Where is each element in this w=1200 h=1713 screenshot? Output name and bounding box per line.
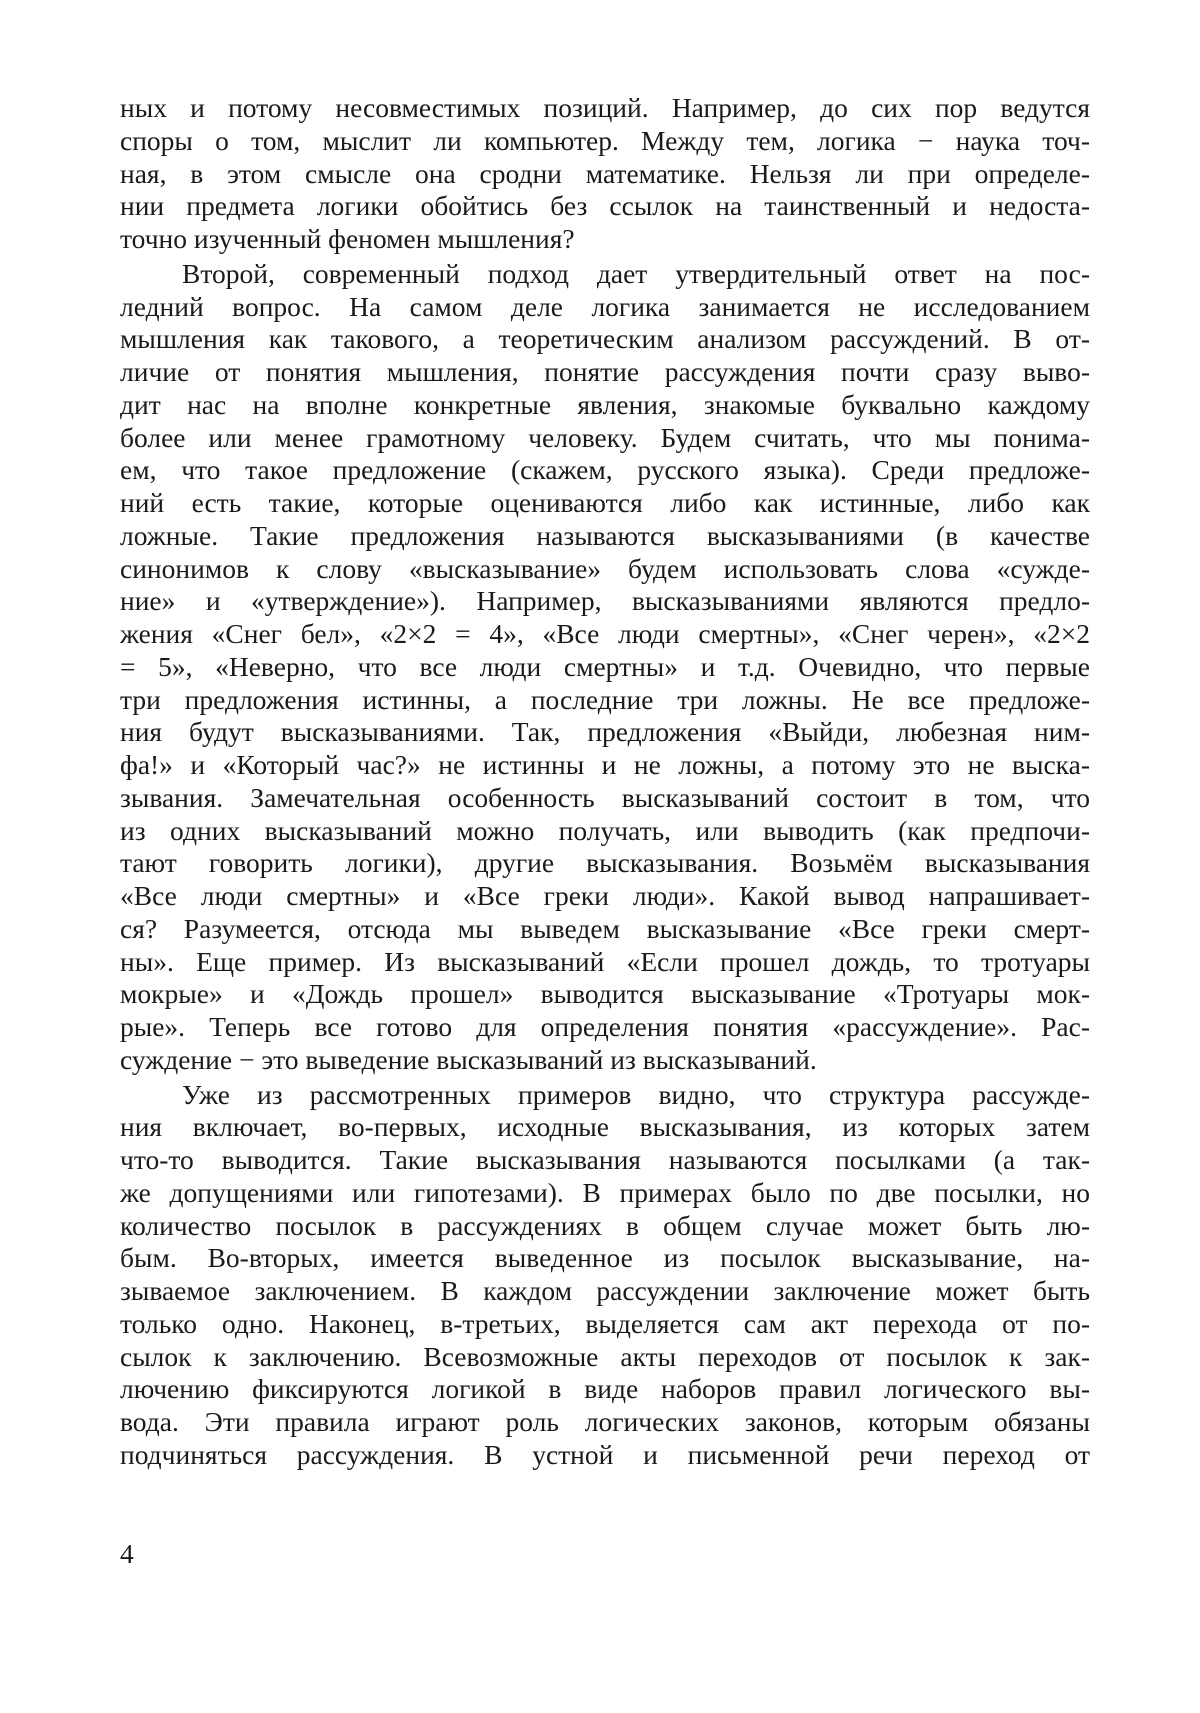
- text-line: только одно. Наконец, в-третьих, выделяется сам акт перехода от по-: [120, 1307, 1090, 1339]
- text-line: ная, в этом смысле она сродни математике. Нельзя ли при определе-: [120, 157, 1090, 189]
- text-line: суждение − это выведение высказываний из высказываний.: [120, 1043, 817, 1075]
- text-line: «Все люди смертны» и «Все греки люди». Какой вывод напрашивает-: [120, 880, 1090, 911]
- text-line: что-то выводится. Такие высказывания называются посылками (а так-: [120, 1144, 1090, 1175]
- text-line: ся? Разумеется, отсюда мы выведем высказывание «Все греки смерт-: [120, 912, 1090, 944]
- text-line: Второй, современный подход дает утвердительный ответ на пос-: [182, 257, 1090, 289]
- text-line: синонимов к слову «высказывание» будем использовать слова «сужде-: [120, 552, 1090, 584]
- text-line: из одних высказываний можно получать, или выводить (как предпочи-: [120, 814, 1090, 846]
- text-line: нии предмета логики обойтись без ссылок на таинственный и недоста-: [120, 190, 1090, 222]
- text-line: подчиняться рассуждения. В устной и письменной речи переход от: [120, 1438, 1090, 1470]
- text-line: личие от понятия мышления, понятие рассуждения почти сразу выво-: [120, 356, 1090, 387]
- text-line: ных и потому несовместимых позиций. Например, до сих пор ведутся: [120, 92, 1090, 123]
- text-line: сылок к заключению. Всевозможные акты переходов от посылок к зак-: [120, 1340, 1090, 1372]
- page-number: 4: [120, 1538, 134, 1569]
- text-line: вода. Эти правила играют роль логических законов, которым обязаны: [120, 1406, 1090, 1437]
- text-line: же допущениями или гипотезами). В примерах было по две посылки, но: [120, 1176, 1090, 1208]
- text-line: ния будут высказываниями. Так, предложения «Выйди, любезная ним-: [120, 716, 1090, 748]
- text-line: ем, что такое предложение (скажем, русского языка). Среди предложе-: [120, 454, 1090, 486]
- text-line: мокрые» и «Дождь прошел» выводится высказывание «Тротуары мок-: [120, 978, 1090, 1010]
- text-line: бым. Во-вторых, имеется выведенное из посылок высказывание, на-: [120, 1242, 1090, 1274]
- text-line: лючению фиксируются логикой в виде наборов правил логического вы-: [120, 1373, 1090, 1405]
- text-line: ложные. Такие предложения называются высказываниями (в качестве: [120, 519, 1090, 551]
- text-line: более или менее грамотному человеку. Будем считать, что мы понима-: [120, 421, 1090, 453]
- text-line: дит нас на вполне конкретные явления, знакомые буквально каждому: [120, 388, 1090, 420]
- text-line: ний есть такие, которые оцениваются либо как истинные, либо как: [120, 487, 1090, 518]
- paragraph-2: [120, 258, 1090, 1077]
- text-line: тают говорить логики), другие высказывания. Возьмём высказывания: [120, 847, 1090, 879]
- paragraph-3: [120, 1079, 1090, 1472]
- text-line: мышления как такового, а теоретическим анализом рассуждений. В от-: [120, 323, 1090, 355]
- text-line: зываемое заключением. В каждом рассуждении заключение может быть: [120, 1275, 1090, 1306]
- text-line: количество посылок в рассуждениях в общем случае может быть лю-: [120, 1209, 1090, 1241]
- text-line: рые». Теперь все готово для определения понятия «рассуждение». Рас-: [120, 1011, 1090, 1042]
- page-body: [120, 92, 1090, 1474]
- text-line: три предложения истинны, а последние три ложны. Не все предложе-: [120, 683, 1090, 715]
- text-line: жения «Снег бел», «2×2 = 4», «Все люди смертны», «Снег черен», «2×2: [120, 618, 1090, 649]
- text-line: = 5», «Неверно, что все люди смертны» и т.д. Очевидно, что первые: [120, 650, 1090, 682]
- text-line: ния включает, во-первых, исходные высказывания, из которых затем: [120, 1111, 1090, 1143]
- paragraph-1: [120, 92, 1090, 256]
- text-line: ледний вопрос. На самом деле логика занимается не исследованием: [120, 290, 1090, 322]
- text-line: точно изученный феномен мышления?: [120, 223, 575, 254]
- text-line: Уже из рассмотренных примеров видно, что структура рассужде-: [182, 1078, 1090, 1110]
- text-line: ны». Еще пример. Из высказываний «Если прошел дождь, то тротуары: [120, 945, 1090, 977]
- text-line: споры о том, мыслит ли компьютер. Между тем, логика − наука точ-: [120, 124, 1090, 156]
- text-line: фа!» и «Который час?» не истинны и не ложны, а потому это не выска-: [120, 749, 1090, 780]
- text-line: ние» и «утверждение»). Например, высказываниями являются предло-: [120, 585, 1090, 617]
- text-line: зывания. Замечательная особенность высказываний состоит в том, что: [120, 781, 1090, 813]
